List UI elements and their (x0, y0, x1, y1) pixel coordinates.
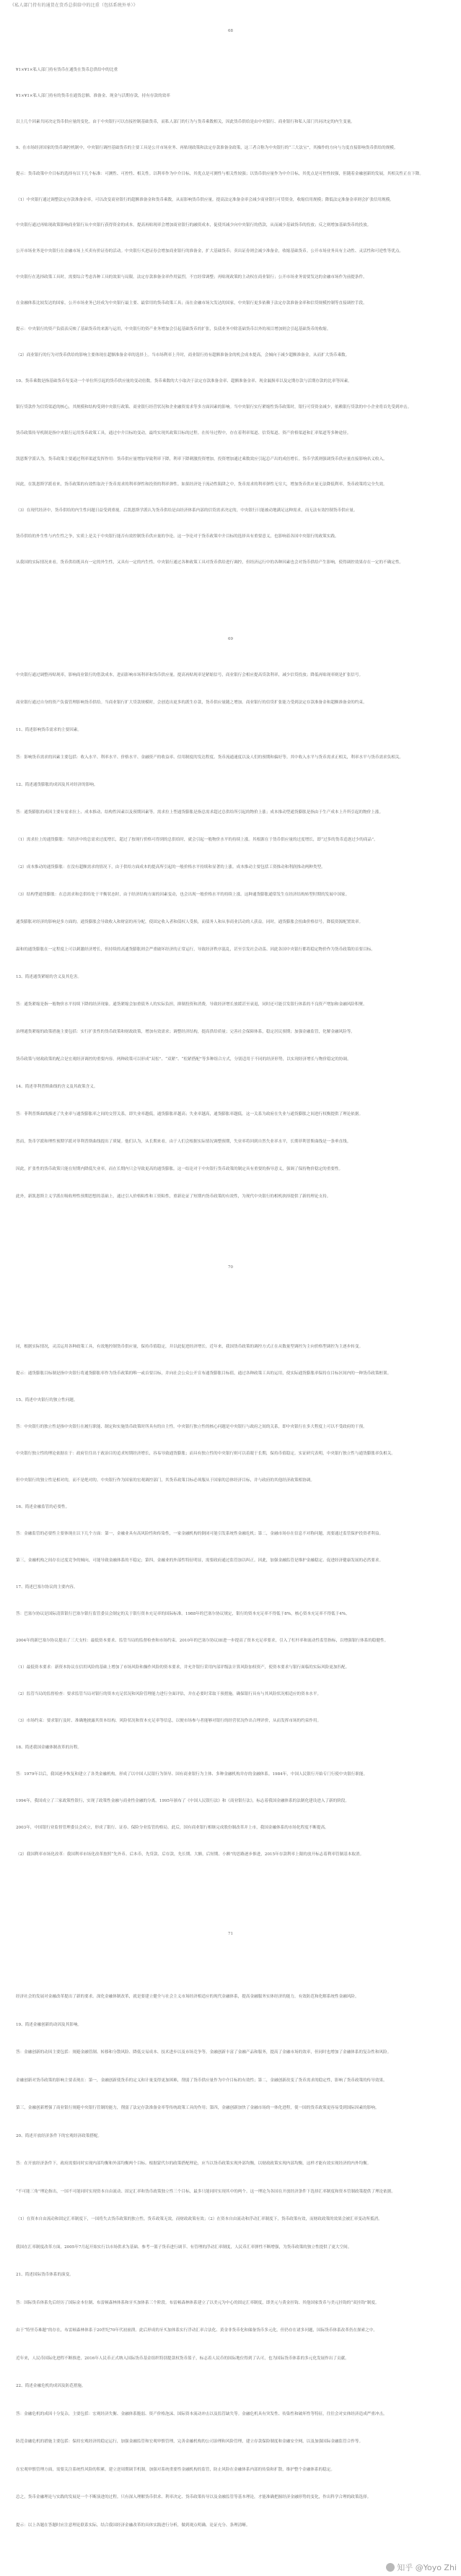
paragraph: （2）成本推动的通货膨胀：在没有超额需求的情况下，由于供给方面成本的提高所引起的一般价格水平持续和显著的上涨。成本推动主要包括工资推动和利润推动两种类型。 (16, 865, 325, 869)
paragraph: 货币政策与财政政策的配合是宏观经济调控的重要内容。两种政策可以形成“双松”、“双紧”、“松紧搭配”等多种组合方式，分别适用于不同的经济形势，以实现经济增长与物价稳定的协调。 (16, 1057, 351, 1062)
paragraph: 答：菲利普斯曲线描述了失业率与通货膨胀率之间的交替关系，即失业率越低，通货膨胀率越高；失业率越高，通货膨胀率越低。这一关系为政府在失业与通货膨胀之间进行权衡提供了理论依据。 (16, 1112, 364, 1116)
paragraph: （3）市场约束：要求银行及时、准确地披露其资本结构、风险状况和资本充足率等信息，以便市场参与者能够对银行的经营状况作出合理评价，从而发挥市场的约束作用。 (16, 1719, 322, 1723)
paragraph: 答：影响货币需求的因素主要包括：收入水平、利率水平、价格水平、金融资产的收益率、信用制度的发达程度、货币流通速度以及人们的预期和偏好等。其中收入水平与货币需求正相关，利率水平与货币需求负相关。 (16, 755, 404, 760)
watermark (386, 2562, 457, 2573)
paragraph: 答：国际货币体系先后经历了国际金本位制、布雷顿森林体系和牙买加体系三个阶段。布雷顿森林体系建立了以美元为中心的固定汇率制度，即美元与黄金挂钩、其他国家货币与美元挂钩的“双挂钩”制度。 (16, 2301, 379, 2305)
paragraph: 凯恩斯学派认为，货币政策主要通过利率渠道发挥作用：货币供应量增加导致利率下降，利率下降刺激投资增加，投资增加通过乘数效应引起总产出的成倍增长。货币学派则强调货币供应量直接影响名义收入。 (16, 457, 387, 461)
paragraph: （2）我国利率市场化改革：我国利率市场化改革按照“先外币、后本币，先贷款、后存款，先长期、大额，后短期、小额”的思路逐步推进，2015年存款利率上限的放开标志着利率管制基本取消。 (16, 1852, 364, 1857)
paragraph: 19、简述金融创新的动因及其影响。 (16, 2023, 82, 2027)
paragraph: 中央银行通过调整再贴现率，影响商业银行的借款成本，进而影响市场利率和货币供应量。提高再贴现率是紧缩信号，商业银行会相应提高贷款利率，减少信贷投放；降低再贴现率则是扩张信号。 (16, 673, 364, 677)
paragraph: （2）监管当局的监督检查：要求监管当局对银行的资本充足状况和风险管理能力进行全面评估，并在必要时采取干预措施，确保银行具有与其风险状况相适应的资本水平。 (16, 1692, 322, 1696)
paragraph: 16、简述金融监管的必要性。 (16, 1505, 70, 1509)
page-number: 69 (228, 637, 233, 641)
paragraph: （3）在现代经济中，货币供给的内生性问题日益受到重视。后凯恩斯学派认为货币供给是由经济体系内部的信贷需求决定的，中央银行只能被动地满足这种需求，而无法有效控制货币供应量。 (16, 508, 358, 513)
paragraph: 货币供给的外生性与内生性之争，实质上是关于中央银行能否有效控制货币供应量的争论。这一争论对于货币政策中介目标的选择具有重要意义，也影响着各国中央银行的政策实践。 (16, 534, 339, 539)
paragraph: 但中央银行的独立性是相对的，而不是绝对的。中央银行作为国家的宏观调控部门，其货币政策目标必须服从于国家的总体经济目标，并与政府的其他经济政策相协调。 (16, 1478, 315, 1483)
paragraph: 我国在汇率制度改革方面，2005年7月起开始实行以市场供求为基础、参考一篮子货币进行调节、有管理的浮动汇率制度，人民币汇率弹性不断增强，为货币政策的独立性提供了更大空间。 (16, 2245, 352, 2250)
paragraph: （1）需求拉上的通货膨胀：当经济中的总需求过度增长，超过了按现行价格可得到的总供给时，就会引起一般物价水平的持续上涨。其根源在于货币供应量的过度增长，即“过多的货币追逐过少的商品”。 (16, 838, 378, 842)
paragraph: 中央银行独立性的理论依据在于：政府往往出于政治目的追求短期经济增长，容易导致通货膨胀；而具有独立性的中央银行则可以着眼于长期，保持币值稳定。实证研究表明，中央银行独立性与通货膨胀率负相关。 (16, 1452, 395, 1456)
paragraph: 15、简述中央银行的独立性问题。 (16, 1398, 78, 1402)
paragraph: 11、简述影响货币需求的主要因素。 (16, 728, 82, 732)
page-number: 70 (228, 1265, 233, 1270)
paragraph: 中央银行在选择政策工具时，需要综合考虑各种工具的效果与局限。法定存款准备金率作用猛烈，不宜经常调整；再贴现政策的主动权在商业银行；公开市场业务需要发达的金融市场作为前提条件。 (16, 275, 367, 279)
paragraph: （2）商业银行的行为对货币供给的影响主要体现在超额准备金率的选择上。当市场利率上升时，商业银行持有超额准备金的机会成本提高，会倾向于减少超额准备金，从而扩大货币乘数。 (16, 353, 350, 357)
paragraph: 因此，在凯恩斯学派看来，货币政策的有效性取决于货币需求的利率弹性和投资的利率弹性。如果经济处于流动性陷阱之中，货币需求的利率弹性无穷大，增加货币供应量无法降低利率，货币政策将完全失效。 (16, 482, 387, 487)
paragraph: 提示：以上各题在答题时应注意理论联系实际，结合我国经济金融改革的具体实践进行分析，做到观点明确、论证充分、条理清晰。 (16, 2523, 250, 2528)
page-number: 68 (228, 29, 233, 33)
paragraph: 此外，新凯恩斯主义学派在吸收理性预期思想的基础上，通过引入价格粘性和工资粘性，重新论证了短期内货币政策的有效性，为现代中央银行的相机抉择提供了新的理论支持。 (16, 1194, 331, 1199)
paragraph: 20、简述开放经济条件下的宏观经济政策搭配。 (16, 2134, 102, 2138)
paragraph: 22、简述金融危机的成因及防范措施。 (16, 2384, 86, 2388)
paragraph: 9、在市场经济国家的货币调控机制中，中央银行调控基础货币的主要工具是公开市场业务、再贴现政策和法定存款准备金政策，这三者合称为中央银行的“三大法宝”，其操作的方向与力度直接影响货币供给的规模。 (16, 146, 398, 150)
paragraph: 治理通货紧缩的政策措施主要包括：实行扩张性的货币政策和财政政策，增加有效需求；调整经济结构，提高供给质量；完善社会保障体系，稳定居民预期；加强金融监管，化解金融风险等。 (16, 1030, 355, 1034)
paragraph: 公开市场业务是中央银行在金融市场上买卖有价证券的活动。中央银行买进证券会增加商业银行的准备金，扩大基础货币；卖出证券则会减少准备金，收缩基础货币。公开市场业务具有主动性、灵活性和可逆性等优点。 (16, 249, 404, 253)
paragraph: ¥1×¥1×私人部门持有的货币在通货总额、准备金、现金与活期存款，持有存款的效率 (16, 94, 170, 98)
paragraph: 1994年，我国成立了三家政策性银行，实现了政策性金融与商业性金融的分离。1995年颁布了《中国人民银行法》和《商业银行法》，标志着我国金融体系的法制化建设进入了新的阶段。 (16, 1799, 349, 1803)
paragraph: （1）中央银行通过调整法定存款准备金率，可以改变商业银行的超额准备金和货币乘数，从而影响货币供应量。提高法定准备金率会减少商业银行可贷资金，收缩信用规模；降低法定准备金率则会扩张信用规模。 (16, 198, 394, 202)
paragraph: “不可能三角”理论指出，一国不可能同时实现资本自由流动、固定汇率和货币政策独立性三个目标，最多只能同时实现其中的两个。这一理论为各国在开放经济条件下选择汇率制度和资本管制政策提供了理论依据。 (16, 2190, 395, 2194)
paragraph: 近年来，人民币国际化进程不断推进，2016年人民币正式纳入国际货币基金组织特别提款权货币篮子，标志着人民币的国际地位得到了认可，也为国际货币体系的多元化发展作出了贡献。 (16, 2356, 349, 2361)
paragraph: 答：在开放经济条件下，政府需要同时实现内部均衡和外部均衡两个目标。根据蒙代尔的政策搭配理论，应当以货币政策实现外部均衡，以财政政策实现内部均衡，这样才能有效实现经济的内外均衡。 (16, 2161, 372, 2166)
paragraph: （1）在资本自由流动和固定汇率制度下，一国将失去货币政策的独立性，货币政策无效，而财政政策有效；（2）在资本自由流动和浮动汇率制度下，货币政策有效，而财政政策的效果会被汇率变动所抵消。 (16, 2217, 382, 2221)
paragraph: 21、简述国际货币体系的演变。 (16, 2273, 74, 2277)
paragraph: 商业银行通过自身的资产负债管理影响货币供给。当商业银行扩大贷款规模时，会创造出更多的派生存款，货币供应量随之增加。商业银行的信贷扩张能力受到法定存款准备金和超额准备金的约束。 (16, 701, 367, 705)
paragraph: ¥1×¥1×私人部门持有货币在通货在货币总供给中的比重 (16, 68, 118, 72)
paragraph: 经济社会的发展对金融改革提出了新的要求。深化金融体制改革，就是要建立健全与社会主义市场经济相适应的现代金融体系，提高金融服务实体经济的能力，有效防范和化解系统性金融风险。 (16, 1995, 359, 1999)
paragraph: 防范金融危机的措施主要包括：保持宏观经济的稳定运行，加强金融监管和宏观审慎管理，完善金融机构的公司治理和风险管理，建立存款保险制度和金融安全网，以及加强国际金融监管合作等。 (16, 2440, 364, 2444)
zhihu-logo-icon (386, 2563, 395, 2572)
paragraph: 因此，扩张性的货币政策只能在短期内降低失业率，而在长期内只会导致更高的通货膨胀。这一结论对于中央银行货币政策的制定具有重要的指导意义，强调了保持物价稳定的重要性。 (16, 1167, 343, 1171)
paragraph: 在宏观审慎管理方面，需要关注系统性风险的积累，建立逆周期调节机制，加强对系统重要性金融机构的监管，防止风险在金融体系内部的传染和扩散，维护整个金融体系的稳定。 (16, 2468, 335, 2472)
paragraph: 第三，金融机构之间存在过度竞争的倾向，可能导致金融体系的不稳定；第四，金融业的外部性特征明显，需要政府通过监管加以纠正。因此，加强金融监管是维护金融稳定、促进经济健康发展的必然要求。 (16, 1558, 384, 1563)
paragraph: 第三，金融创新增强了商业银行规避中央银行管制的能力，削弱了法定存款准备金率等传统政策工具的作用；第四，金融创新加快了金融市场的一体化进程，使一国的货币政策更容易受到国际因素的影响。 (16, 2106, 379, 2110)
paragraph: 12、简述通货膨胀的成因及其对经济的影响。 (16, 783, 98, 787)
paragraph: （1）最低资本要求：新资本协议在信用风险的基础上增加了市场风险和操作风险的资本要求，并允许银行采用内部评级法计算风险加权资产，使资本要求与银行面临的实际风险更加匹配。 (16, 1665, 350, 1670)
paragraph: 答：金融监管的必要性主要体现在以下几个方面：第一，金融业具有高风险性和传染性，一家金融机构的倒闭可能引发系统性金融危机；第二，金融市场存在信息不对称问题，需要通过监管保护投资者利益。 (16, 1532, 384, 1536)
paragraph: 提示：通货膨胀目标制是指中央银行将通货膨胀率作为货币政策的唯一或首要目标，并向社会公众公开宣布通货膨胀目标值，通过各种政策工具的运用，使实际通货膨胀率保持在目标区间内的一种货币政策框架。 (16, 1371, 392, 1376)
paragraph: 提示：中央银行的资产负债表反映了基础货币的来源与运用，中央银行的资产业务增加会引起基础货币的扩张，负债业务中除基础货币以外的项目增加则会引起基础货币的收缩。 (16, 327, 331, 331)
paragraph: 答：金融创新的动因主要包括：规避金融管制、转移和分散风险、降低交易成本、技术进步以及市场竞争等。金融创新丰富了金融产品和服务，提高了金融市场的效率，但同时也增加了金融体系的复杂性和风险。 (16, 2050, 392, 2055)
paragraph: 13、简述通货紧缩的含义及其危害。 (16, 975, 82, 979)
paragraph: 答：巴塞尔协议是国际清算银行巴塞尔银行监管委员会制定的关于银行资本充足率的国际标准。1988年的巴塞尔协议规定，银行的资本充足率不得低于8%，核心资本充足率不得低于4%。 (16, 1612, 350, 1616)
paragraph: 同，根据实际情况，灵活运用各种政策工具，有效地控制货币供应量，保持币值稳定，并以此促进经济增长。近年来，我国货币政策的调控方式正在从数量型调控为主向价格型调控为主逐步转变。 (16, 1345, 364, 1349)
paragraph: 10、货币乘数是指基础货币每变动一个单位所引起的货币供应量的变动倍数。货币乘数的大小取决于法定存款准备金率、超额准备金率、现金漏损率以及定期存款与活期存款的比率等因素。 (16, 379, 352, 383)
paragraph: 在金融体系比较发达的国家，公开市场业务已经成为中央银行最主要、最常用的货币政策工具；而在金融市场欠发达的国家，中央银行更多依赖于法定存款准备金率和信贷规模控制等直接调控手段。 (16, 301, 367, 305)
watermark-text: 知乎 @Yoyo Zhi (397, 2563, 457, 2572)
paragraph: 14、简述菲利普斯曲线的含义及其政策含义。 (16, 1085, 98, 1089)
paragraph: 17、简述巴塞尔协议的主要内容。 (16, 1585, 78, 1590)
paragraph: 金融创新对货币政策的影响主要表现在：第一，金融创新使货币的定义和计量变得更加困难，削弱了货币供应量作为中介目标的有效性；第二，金融创新改变了货币需求的稳定性，影响了货币政策的传导效果。 (16, 2078, 387, 2083)
paragraph: 货币政策传导机制是指中央银行运用货币政策工具，通过中介目标的变动，最终实现其政策目标的过程。在传导过程中，存在着利率渠道、信贷渠道、资产价格渠道和汇率渠道等多种途径。 (16, 431, 351, 435)
paragraph: 温和的通货膨胀在一定程度上可以刺激经济增长，但持续的高通货膨胀则会严重破坏经济的正常运行，导致经济秩序混乱，甚至引发社会动荡。因此各国中央银行都将稳定物价作为货币政策的首要目标。 (16, 947, 375, 952)
paragraph: 答：中央银行的独立性是指中央银行在履行职能、制定和实施货币政策时所具有的自主性。中央银行独立性的核心问题是中央银行与政府之间的关系，即中央银行在多大程度上可以不受政府的干预。 (16, 1425, 367, 1429)
paragraph: 由于“特里芬难题”的存在，布雷顿森林体系于20世纪70年代初崩溃。此后形成的牙买加体系实行浮动汇率合法化、黄金非货币化和储备货币多元化，但仍存在诸多问题，国际货币体系改革仍在探索之中。 (16, 2328, 378, 2333)
paragraph: 然而，货币学派和理性预期学派对菲利普斯曲线提出了质疑。他们认为，从长期来看，由于人们会根据实际情况调整预期，失业率将回到自然失业率水平，长期菲利普斯曲线是一条垂直线。 (16, 1140, 351, 1144)
paragraph: 18、简述我国金融体制改革的历程。 (16, 1745, 82, 1750)
paragraph: 答：通货膨胀的成因主要有需求拉上、成本推动、结构性因素以及预期因素等。需求拉上型通货膨胀是指总需求超过总供给所引起的物价上涨；成本推动型通货膨胀是指由于生产成本上升所引起的物价上涨。 (16, 810, 384, 815)
paragraph: 通货膨胀对经济的影响是多方面的。通货膨胀会导致收入和财富的再分配，使固定收入者和债权人受损，而债务人和从事商业活动的人获益。同时，通货膨胀会扭曲价格信号，降低资源配置效率。 (16, 920, 364, 924)
paragraph: 2004年的新巴塞尔协议提出了三大支柱：最低资本要求、监管当局的监督检查和市场约束。2010年的巴塞尔协议III进一步提高了资本充足率要求，引入了杠杆率和流动性监管指标，以增强银行体系的稳健性。 (16, 1639, 389, 1643)
paragraph: 提示：货币政策中介目标的选择有以下几个标准：可测性、可控性、相关性。以利率作为中介目标，其优点是可测性与相关性较强；以货币供应量作为中介目标，其优点是可控性较强，但随着金融创新的发展，其相关性正在下降。 (16, 172, 423, 176)
paragraph: 答：通货紧缩是指一般物价水平持续下降的经济现象。通货紧缩会加重债务人的实际负担，抑制投资和消费，导致经济增长放缓甚至衰退，同时还可能引发银行体系的不良资产增加和金融风险积聚。 (16, 1002, 367, 1007)
page-number: 71 (228, 1932, 233, 1936)
paragraph: 答：金融危机的成因十分复杂，主要包括：宏观经济失衡、金融体系脆弱、资产价格泡沫、国际资本流动冲击以及监管缺失等。金融危机具有突发性、传染性和破坏性等特征，往往会对实体经济造成严重冲击。 (16, 2412, 387, 2416)
paragraph: 以上几个因素共同决定货币供应量的变化。由于中央银行可以直接控制基础货币，而私人部门的行为与货币乘数相关，因此货币供给是由中央银行、商业银行和私人部门共同决定的内生变量。 (16, 120, 355, 124)
paragraph: 中央银行通过再贴现政策影响商业银行从中央银行获得资金的成本。提高再贴现率会增加商业银行的融资成本，促使其减少向中央银行的借款，从而减少基础货币的投放；反之则增加基础货币的投放。 (16, 223, 372, 227)
paragraph: 2003年，中国银行业监督管理委员会成立，形成了银行、证券、保险分业监管的格局。此后，国有商业银行相继完成股份制改革并上市，我国金融体系的市场化程度不断提高。 (16, 1826, 329, 1830)
paragraph: 银行贷款作为信贷渠道的核心，其规模和结构受到中央银行政策、商业银行经营状况和企业融资需求等多方面因素的影响。当中央银行实行紧缩性货币政策时，银行可贷资金减少，依赖银行贷款的中小企业将首先受到冲击。 (16, 405, 412, 409)
paragraph: （3）结构型通货膨胀：在总需求和总供给处于平衡状态时，由于经济结构方面的因素变动，也会出现一般价格水平的持续上涨。这种通货膨胀通常发生在经济结构转型时期的发展中国家。 (16, 893, 350, 897)
paragraph: 从我国的实际情况来看，货币供给既具有一定的外生性，又具有一定的内生性。中央银行通过各种政策工具对货币供给进行调控，但经济运行中的各种因素也会对货币供给产生影响，使得调控效果存在一定的不确定性。 (16, 560, 404, 565)
paragraph: 答：1979年以后，我国逐步恢复和建立了各类金融机构，形成了以中国人民银行为领导、国有商业银行为主体、多种金融机构并存的金融体系。1984年，中国人民银行开始专门行使中央银行职能。 (16, 1772, 368, 1777)
document-header: 《私人部门持有的通货在货币总供给中的比重（包括系统外单）》 (10, 3, 138, 8)
paragraph: 总之，货币金融理论与实践的发展是一个不断演进的过程。只有深入理解货币供求、利率决定、货币政策传导以及金融监管等基本理论，才能准确把握经济金融形势的变化，作出科学合理的政策选择。 (16, 2495, 372, 2499)
